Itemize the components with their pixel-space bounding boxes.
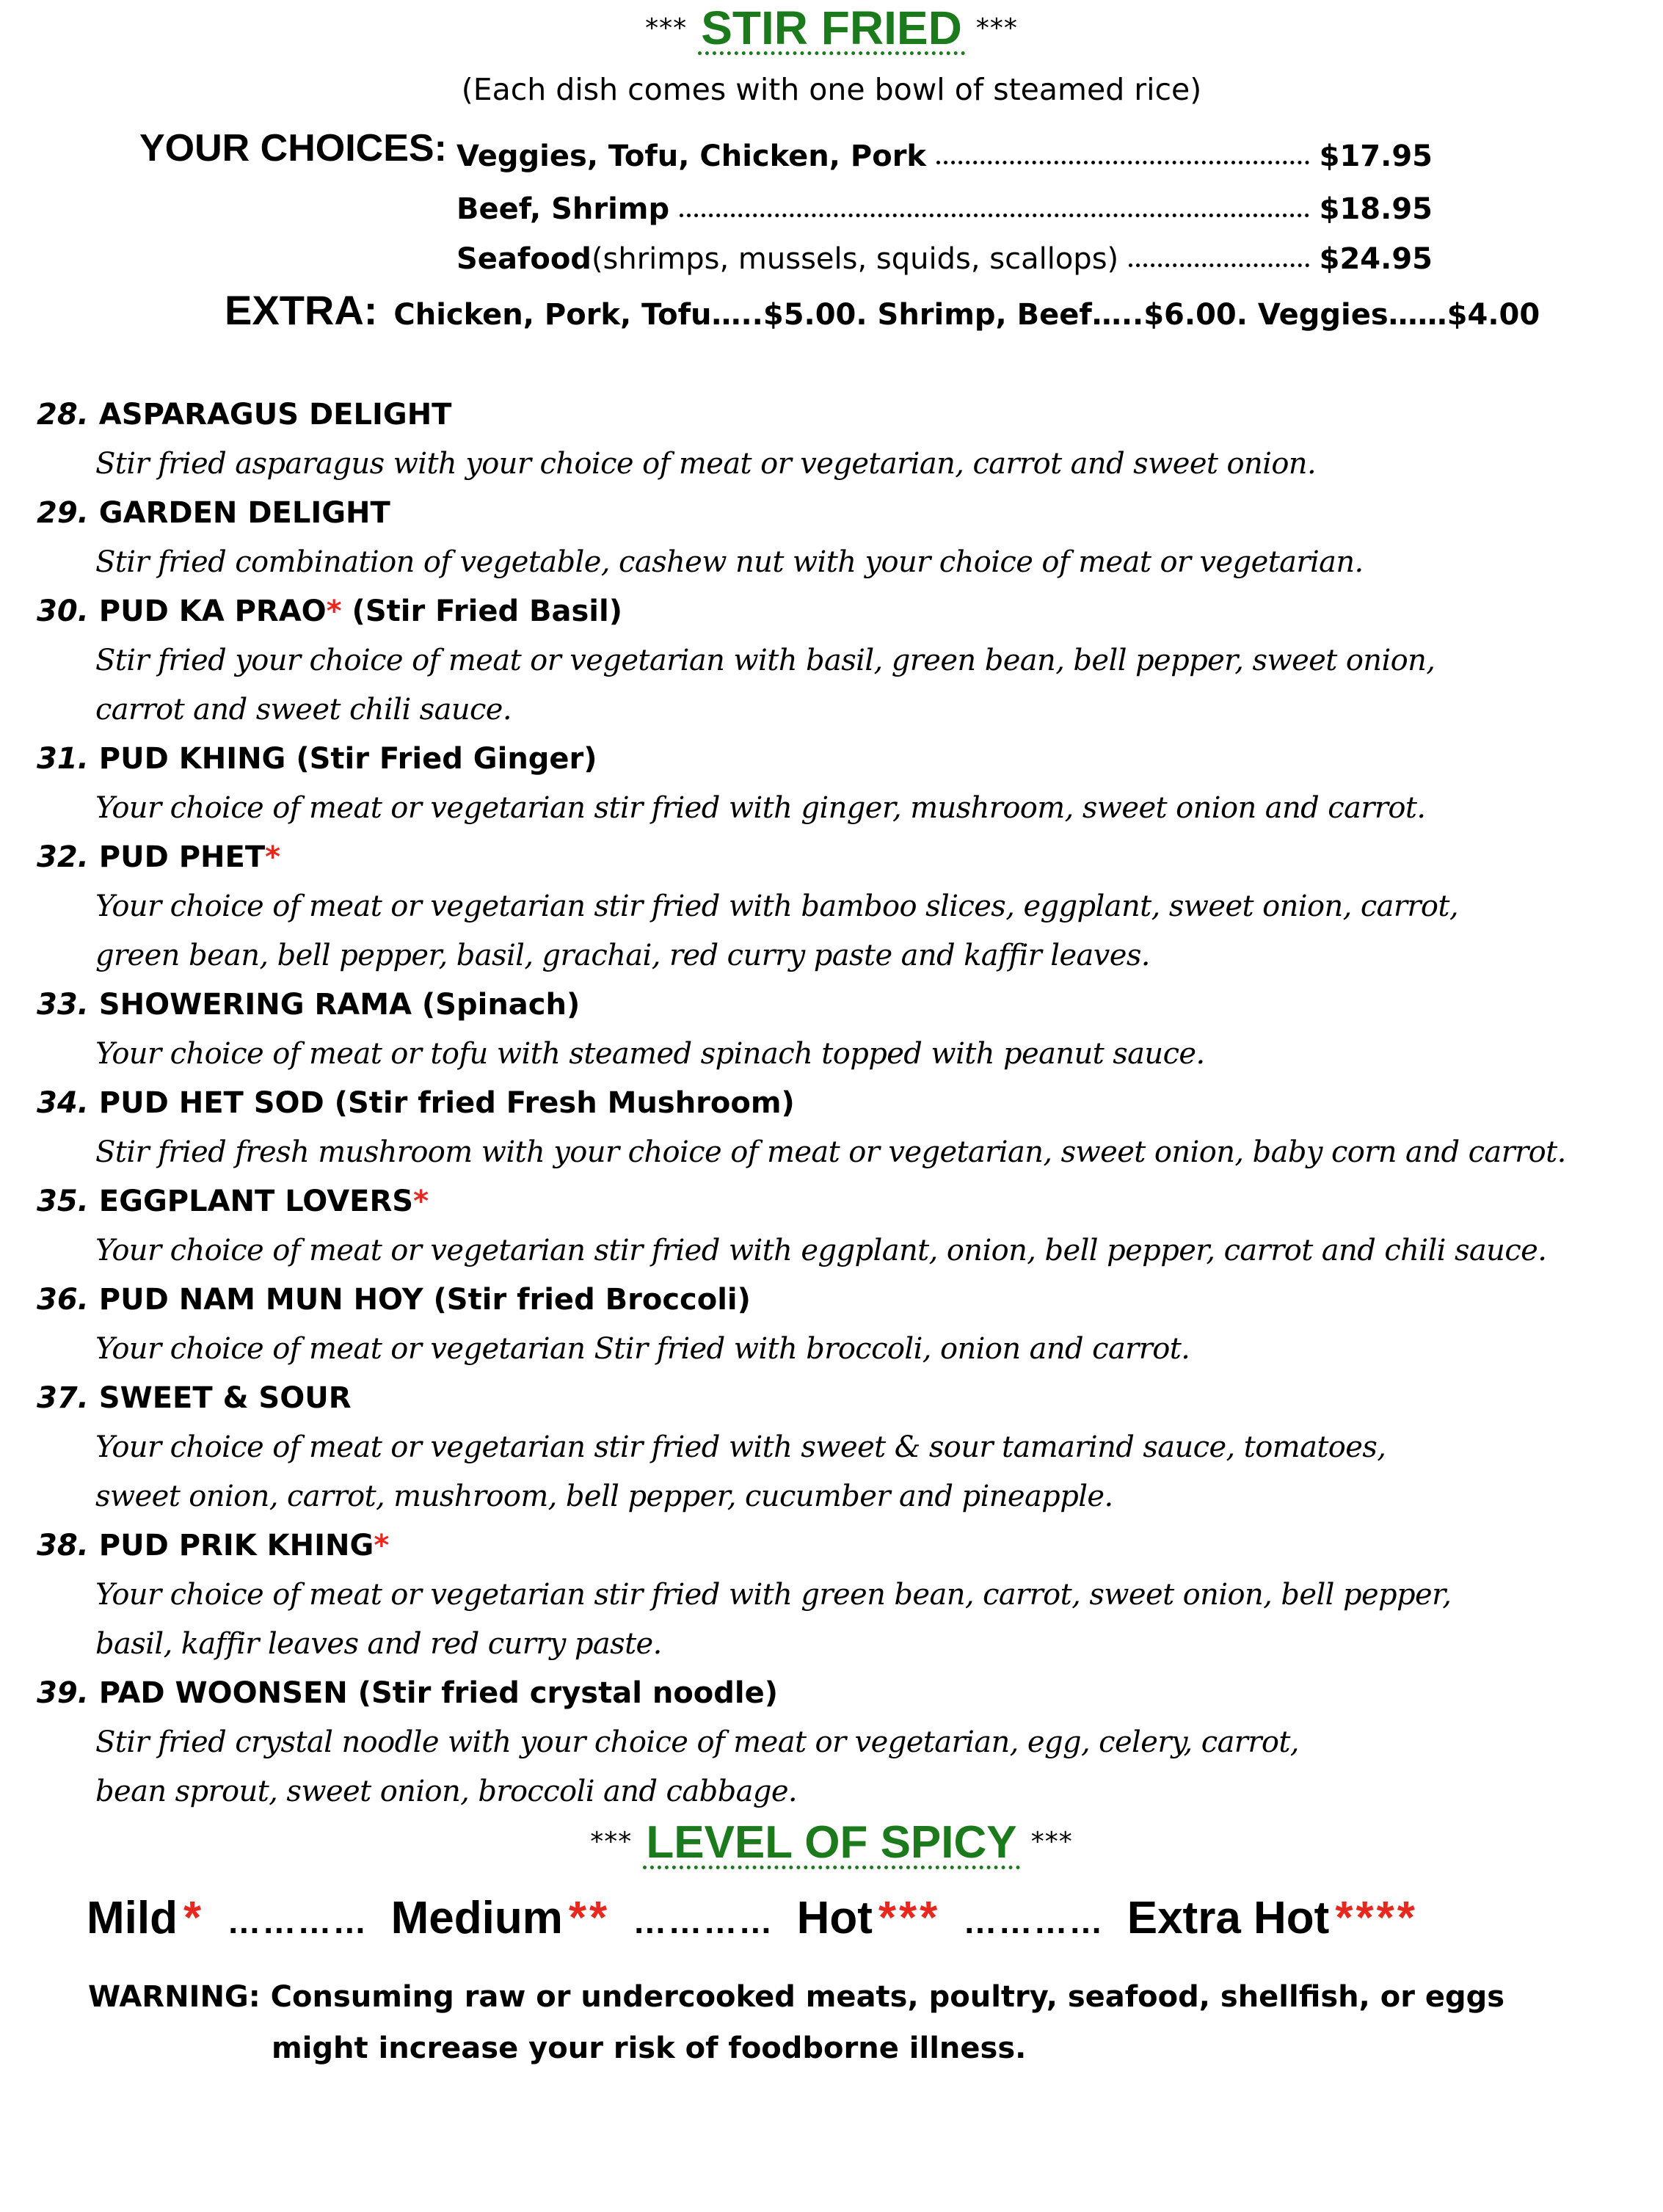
food-safety-warning xyxy=(88,1971,1504,2074)
menu-item xyxy=(37,1276,1644,1374)
header-left-stars: *** xyxy=(645,13,688,43)
price-row xyxy=(456,232,1433,276)
extra-label: EXTRA: xyxy=(225,287,378,333)
menu-list xyxy=(37,390,1644,1816)
menu-item-title xyxy=(37,1079,1644,1128)
menu-item xyxy=(37,1177,1644,1276)
spicy-level-label: Medium xyxy=(390,1893,563,1943)
spicy-level-label: Extra Hot xyxy=(1127,1893,1330,1943)
menu-item-description: sweet onion, carrot, mushroom, bell pepper, cucumber and pineapple. xyxy=(95,1480,1113,1513)
price-row xyxy=(456,182,1433,226)
menu-item xyxy=(37,833,1644,981)
menu-item-title xyxy=(37,833,1644,882)
price-row-item: Beef, Shrimp xyxy=(456,192,670,226)
section-title: STIR FRIED xyxy=(698,4,965,55)
spicy-stars: * xyxy=(183,1893,205,1943)
menu-item-name: PUD KA PRAO xyxy=(98,594,327,628)
menu-item-description: Your choice of meat or vegetarian Stir fried with broccoli, onion and carrot. xyxy=(95,1332,1190,1366)
menu-item-title xyxy=(37,735,1644,784)
menu-item-title xyxy=(37,1521,1644,1571)
spicy-separator: ………… xyxy=(963,1902,1105,1940)
menu-item-title xyxy=(37,1374,1644,1423)
menu-item-number: 37. xyxy=(37,1381,89,1415)
header-right-stars: *** xyxy=(975,13,1018,43)
menu-item-name: PAD WOONSEN (Stir fried crystal noodle) xyxy=(98,1676,779,1710)
menu-item-number: 34. xyxy=(37,1086,89,1120)
menu-item-description: Stir fried asparagus with your choice of meat or vegetarian, carrot and sweet onion. xyxy=(95,447,1317,481)
menu-item-name: EGGPLANT LOVERS xyxy=(98,1185,414,1218)
menu-item-description: green bean, bell pepper, basil, grachai, red curry paste and kaffir leaves. xyxy=(95,939,1150,972)
price-value: $18.95 xyxy=(1319,192,1433,226)
menu-item-number: 39. xyxy=(37,1676,89,1710)
spicy-separator: ………… xyxy=(633,1902,774,1940)
leader-dots xyxy=(936,161,1309,164)
extra-prices: Chicken, Pork, Tofu…..$5.00. Shrimp, Beef…..$6.00. Veggies……$4.00 xyxy=(393,298,1540,332)
menu-item-title xyxy=(37,587,1644,636)
price-row-item: Veggies, Tofu, Chicken, Pork xyxy=(456,139,927,173)
spicy-level-medium xyxy=(391,1892,611,1944)
menu-item-description: Your choice of meat or vegetarian stir fried with eggplant, onion, bell pepper, carrot and chili sauce. xyxy=(95,1234,1547,1267)
menu-item-name: PUD KHING (Stir Fried Ginger) xyxy=(98,742,597,776)
price-row-detail: (shrimps, mussels, squids, scallops) xyxy=(591,242,1119,276)
menu-item-name: PUD PHET xyxy=(98,840,266,874)
menu-item xyxy=(37,489,1644,587)
menu-item-description: Stir fried your choice of meat or vegetarian with basil, green bean, bell pepper, sweet onion, xyxy=(95,644,1435,677)
menu-item-number: 28. xyxy=(37,398,89,432)
warning-line-1: WARNING: Consuming raw or undercooked meats, poultry, seafood, shellfish, or eggs xyxy=(88,1980,1505,2014)
extra-row xyxy=(225,286,1540,334)
spicy-level-label: Mild xyxy=(87,1893,178,1943)
spicy-levels xyxy=(87,1892,1642,1944)
menu-item-title xyxy=(37,1669,1644,1718)
spicy-star-icon: * xyxy=(374,1529,390,1562)
menu-item-name: GARDEN DELIGHT xyxy=(98,496,390,530)
spicy-star-icon: * xyxy=(265,840,281,874)
menu-item-number: 38. xyxy=(37,1529,89,1562)
spicy-star-icon: * xyxy=(413,1185,429,1218)
menu-item-description: Your choice of meat or vegetarian stir fried with bamboo slices, eggplant, sweet onion, carrot, xyxy=(95,889,1459,923)
menu-item-description: Stir fried crystal noodle with your choice of meat or vegetarian, egg, celery, carrot, xyxy=(95,1725,1299,1759)
menu-item-description: Stir fried fresh mushroom with your choice of meat or vegetarian, sweet onion, baby corn and carrot. xyxy=(95,1135,1566,1169)
spicy-right-stars: *** xyxy=(1030,1827,1073,1857)
leader-dots xyxy=(680,214,1309,217)
menu-item-title xyxy=(37,1177,1644,1226)
spicy-level-extra-hot xyxy=(1127,1892,1418,1944)
menu-item xyxy=(37,735,1644,833)
menu-item-description: basil, kaffir leaves and red curry paste. xyxy=(95,1627,662,1661)
menu-item-name: ASPARAGUS DELIGHT xyxy=(98,398,452,432)
menu-item-description: bean sprout, sweet onion, broccoli and cabbage. xyxy=(95,1775,798,1808)
choices-label: YOUR CHOICES: xyxy=(139,127,447,170)
spicy-level-label: Hot xyxy=(796,1893,873,1943)
stir-fried-header xyxy=(0,1,1663,55)
spicy-separator: ………… xyxy=(227,1902,368,1940)
menu-item-number: 31. xyxy=(37,742,89,776)
menu-item-title xyxy=(37,489,1644,538)
price-value: $24.95 xyxy=(1319,242,1433,276)
spicy-star-icon: * xyxy=(326,594,342,628)
menu-item-title xyxy=(37,981,1644,1030)
menu-item-description: Your choice of meat or vegetarian stir fried with green bean, carrot, sweet onion, bell pepper, xyxy=(95,1578,1452,1612)
menu-item-title xyxy=(37,1276,1644,1325)
menu-item-title xyxy=(37,390,1644,440)
menu-item-number: 29. xyxy=(37,496,89,530)
menu-item-number: 35. xyxy=(37,1185,89,1218)
menu-item xyxy=(37,390,1644,489)
spicy-level-mild xyxy=(87,1892,204,1944)
menu-item-name: PUD HET SOD (Stir fried Fresh Mushroom) xyxy=(98,1086,795,1120)
menu-item-description: Stir fried combination of vegetable, cashew nut with your choice of meat or vegetarian. xyxy=(95,545,1364,579)
spicy-stars: ** xyxy=(568,1893,611,1943)
spicy-left-stars: *** xyxy=(590,1827,633,1857)
menu-item xyxy=(37,1374,1644,1521)
spicy-header xyxy=(0,1817,1663,1869)
price-value: $17.95 xyxy=(1319,139,1433,173)
rice-note: (Each dish comes with one bowl of steamed rice) xyxy=(461,72,1202,107)
menu-item-description: Your choice of meat or vegetarian stir fried with sweet & sour tamarind sauce, tomatoes, xyxy=(95,1430,1386,1464)
menu-item-description: carrot and sweet chili sauce. xyxy=(95,693,512,727)
menu-item xyxy=(37,1669,1644,1816)
menu-item-name: SHOWERING RAMA (Spinach) xyxy=(98,988,581,1022)
menu-item-name: PUD NAM MUN HOY (Stir fried Broccoli) xyxy=(98,1283,751,1317)
menu-item-number: 33. xyxy=(37,988,89,1022)
menu-item-name: SWEET & SOUR xyxy=(98,1381,352,1415)
menu-item-number: 30. xyxy=(37,594,89,628)
spicy-title: LEVEL OF SPICY xyxy=(643,1820,1019,1869)
menu-item xyxy=(37,1079,1644,1177)
menu-item-description: Your choice of meat or tofu with steamed spinach topped with peanut sauce. xyxy=(95,1037,1205,1071)
menu-item-number: 32. xyxy=(37,840,89,874)
price-row-item: Seafood xyxy=(456,242,592,276)
menu-item-name: PUD PRIK KHING xyxy=(98,1529,374,1562)
menu-item-description: Your choice of meat or vegetarian stir fried with ginger, mushroom, sweet onion and carrot. xyxy=(95,791,1426,825)
menu-item xyxy=(37,1521,1644,1669)
menu-item-number: 36. xyxy=(37,1283,89,1317)
spicy-stars: *** xyxy=(878,1893,941,1943)
price-row xyxy=(456,129,1433,173)
spicy-level-hot xyxy=(797,1892,941,1944)
leader-dots xyxy=(1129,263,1309,267)
menu-item-subtitle: (Stir Fried Basil) xyxy=(341,594,622,628)
menu-item xyxy=(37,587,1644,735)
warning-line-2: might increase your risk of foodborne illness. xyxy=(272,2031,1027,2065)
spicy-stars: **** xyxy=(1335,1893,1418,1943)
menu-item xyxy=(37,981,1644,1079)
